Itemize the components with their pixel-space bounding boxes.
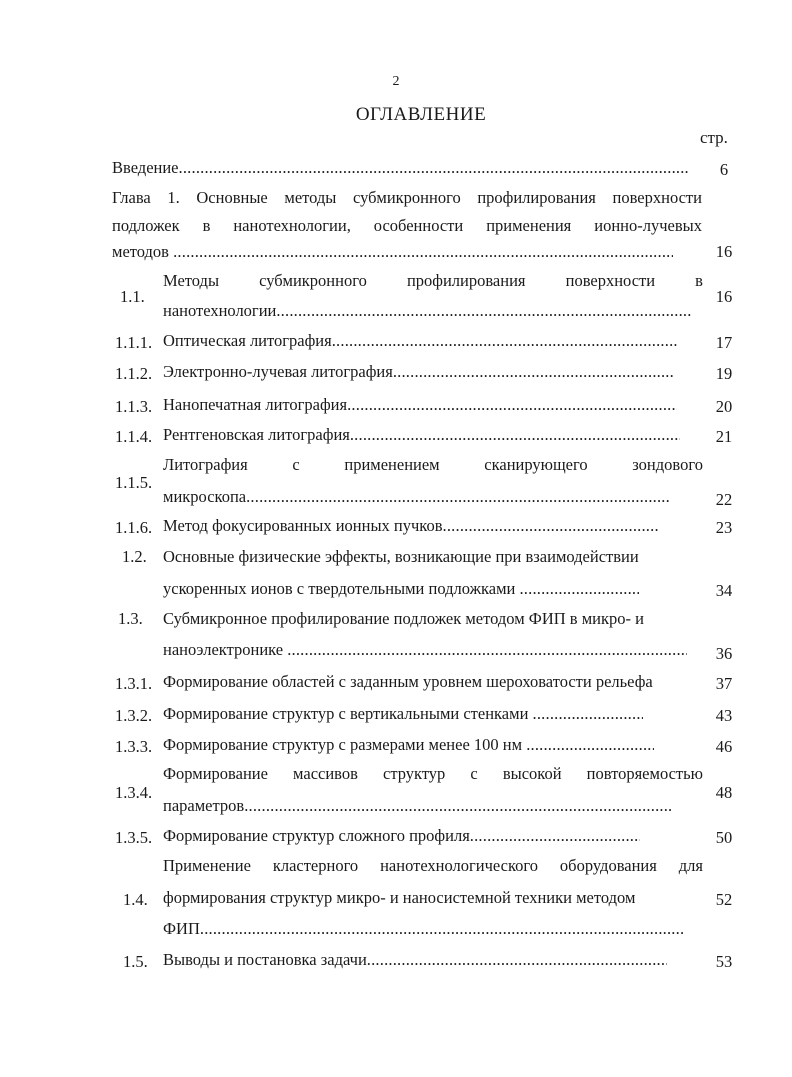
page-number: 2	[392, 74, 400, 89]
page-column-label: стр.	[700, 128, 728, 147]
page-title: ОГЛАВЛЕНИЕ	[355, 104, 487, 125]
toc-chapter-1-page: 16	[715, 242, 733, 261]
toc-intro-page: 6	[719, 160, 729, 179]
toc-intro-title: Введение	[112, 158, 179, 177]
